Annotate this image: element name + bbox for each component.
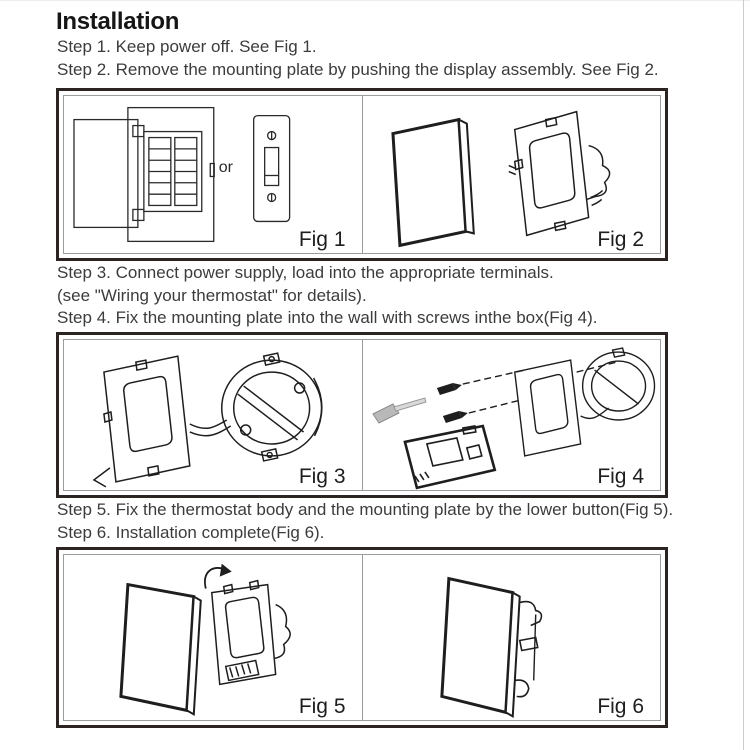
step-6-text: Step 6. Installation complete(Fig 6). (57, 522, 325, 542)
step-4-text: Step 4. Fix the mounting plate into the wall with screws inthe box(Fig 4). (57, 308, 598, 327)
fig5-panel (64, 555, 362, 720)
step-1-text: Step 1. Keep power off. See Fig 1. (57, 37, 317, 56)
breaker-panel-drawing (74, 108, 214, 242)
page-title: Installation (56, 8, 180, 35)
figure-box-2 (56, 332, 668, 498)
light-switch-drawing (254, 116, 290, 222)
fig1-panel (64, 96, 362, 253)
step-3-text: Step 3. Connect power supply, load into the appropriate terminals. (57, 263, 554, 282)
fig5-label: Fig 5 (298, 695, 346, 718)
fig4-panel (362, 340, 661, 490)
junction-box-drawing (582, 348, 654, 420)
figure-box-2-inner (63, 339, 661, 491)
figure-box-1 (56, 88, 668, 261)
mounting-plate-drawing (508, 112, 609, 236)
assembled-thermostat-drawing (441, 579, 541, 717)
steps-top-block (57, 36, 727, 81)
fig2-panel (362, 96, 661, 253)
step-3-note-text: (see "Wiring your thermostat" for details). (57, 285, 367, 305)
step-5-text: Step 5. Fix the thermostat body and the mounting plate by the lower button(Fig 5). (57, 500, 674, 519)
thermostat-base-drawing (404, 426, 494, 488)
scan-edge-top-line (0, 0, 750, 1)
screwdriver-drawing (372, 398, 425, 423)
screws-drawing (436, 383, 467, 423)
junction-box-drawing (222, 353, 322, 461)
steps-middle-block (57, 262, 727, 330)
fig3-panel (64, 340, 362, 490)
fig3-label: Fig 3 (298, 465, 346, 488)
or-label: or (218, 158, 233, 176)
step-2-text: Step 2. Remove the mounting plate by pushing the display assembly. See Fig 2. (57, 59, 659, 79)
steps-bottom-block (57, 499, 727, 544)
fig4-label: Fig 4 (597, 465, 644, 488)
front-panel-drawing (121, 585, 201, 715)
fig2-label: Fig 2 (597, 228, 644, 251)
figure-box-3-inner (63, 554, 661, 721)
mounting-plate-drawing (94, 356, 190, 487)
display-assembly-drawing (392, 120, 473, 246)
thermostat-body-drawing (212, 581, 290, 685)
fig1-label: Fig 1 (298, 228, 346, 251)
scan-edge-right-line (743, 0, 744, 750)
figure-box-3 (56, 547, 668, 728)
alignment-dashed-lines (462, 362, 616, 413)
fig6-panel (362, 555, 661, 720)
figure-box-1-inner (63, 95, 661, 254)
fig6-label: Fig 6 (597, 695, 644, 718)
